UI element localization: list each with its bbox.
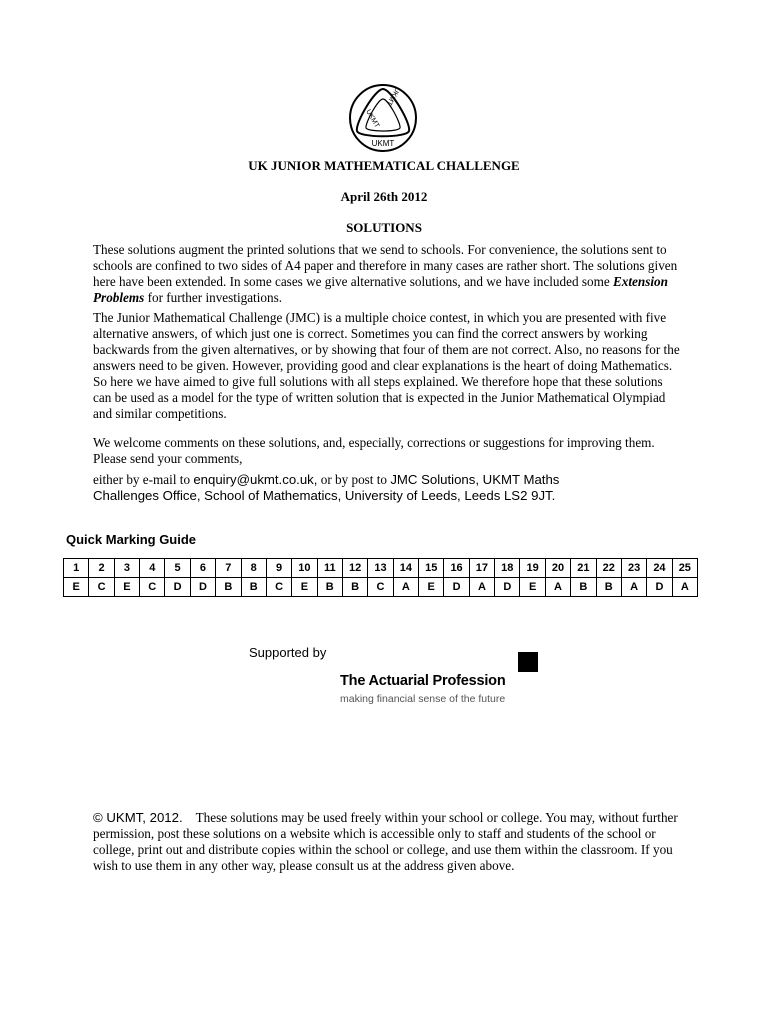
copyright-label: © UKMT, 2012. (93, 810, 183, 825)
answer-cell: E (520, 578, 545, 597)
question-number-cell: 11 (317, 559, 342, 578)
question-number-cell: 7 (216, 559, 241, 578)
question-number-cell: 23 (621, 559, 646, 578)
answer-cell: A (672, 578, 697, 597)
document-date: April 26th 2012 (340, 189, 428, 204)
answer-cell: C (140, 578, 165, 597)
answer-cell: E (64, 578, 89, 597)
answer-row (64, 578, 698, 597)
answer-cell: B (241, 578, 266, 597)
question-number-cell: 13 (368, 559, 393, 578)
question-number-cell: 5 (165, 559, 190, 578)
question-number-cell: 6 (190, 559, 215, 578)
copyright-notice (93, 810, 683, 874)
document-title: UK JUNIOR MATHEMATICAL CHALLENGE (248, 158, 520, 173)
question-number-cell: 19 (520, 559, 545, 578)
question-number-cell: 20 (545, 559, 570, 578)
question-number-cell: 12 (342, 559, 367, 578)
question-number-cell: 16 (444, 559, 469, 578)
answer-cell: E (292, 578, 317, 597)
document-subtitle: SOLUTIONS (346, 220, 422, 235)
email-prefix: either by e-mail to (93, 472, 194, 487)
intro-p1-end: for further investigations. (144, 290, 282, 305)
answer-cell: B (216, 578, 241, 597)
question-number-cell: 15 (419, 559, 444, 578)
question-number-cell: 3 (114, 559, 139, 578)
answer-cell: C (368, 578, 393, 597)
copyright-text: These solutions may be used freely within your school or college. You may, without further permission, post these solutions on a website which is accessible only to staff and students of the school or college, print out and distribute copies within the school or college, and use them within the classroom. If you wish to use them in any other way, please consult us at the address given above. (93, 810, 678, 873)
answer-cell: B (317, 578, 342, 597)
logo-text-bottom: UKMT (371, 139, 395, 148)
contact-block (93, 472, 683, 504)
logo-text-left: UKMT (364, 108, 381, 130)
question-number-cell: 8 (241, 559, 266, 578)
question-number-cell: 21 (571, 559, 596, 578)
post-prefix: or by post to (317, 472, 391, 487)
quick-marking-guide-table (63, 558, 698, 597)
question-number-cell: 25 (672, 559, 697, 578)
answer-cell: D (495, 578, 520, 597)
question-number-row (64, 559, 698, 578)
question-number-cell: 22 (596, 559, 621, 578)
question-number-cell: 1 (64, 559, 89, 578)
question-number-cell: 9 (266, 559, 291, 578)
question-number-cell: 17 (469, 559, 494, 578)
answer-cell: C (89, 578, 114, 597)
answer-cell: D (165, 578, 190, 597)
logo-text-right: UKMT (384, 85, 401, 107)
intro-paragraph-2: The Junior Mathematical Challenge (JMC) is a multiple choice contest, in which you are presented with five alternative answers, of which just one is correct. Sometimes you can find the correct answers by working backwards from the given alternatives, or by showing that four of them are not correct. Also, no reasons for the answers need to be given. However, providing good and clear explanations is the heart of doing Mathematics. So here we have aimed to give full solutions with all steps explained. We therefore hope that these solutions can be used as a model for the type of written solution that is expected in the Junior Mathematical Olympiad and similar competitions. (93, 310, 680, 421)
answer-cell: B (571, 578, 596, 597)
question-number-cell: 10 (292, 559, 317, 578)
answer-cell: B (342, 578, 367, 597)
quick-marking-guide-title: Quick Marking Guide (66, 532, 197, 547)
actuarial-profession-tagline: making financial sense of the future (340, 693, 506, 705)
contact-line-1 (93, 472, 683, 488)
answer-cell: A (545, 578, 570, 597)
address-line-2: Challenges Office, School of Mathematics, University of Leeds, Leeds LS2 9JT. (93, 488, 556, 503)
ukmt-logo (345, 83, 421, 153)
question-number-cell: 18 (495, 559, 520, 578)
email-link[interactable]: enquiry@ukmt.co.uk, (193, 472, 318, 487)
answer-cell: A (621, 578, 646, 597)
answer-cell: D (190, 578, 215, 597)
answer-cell: B (596, 578, 621, 597)
answer-cell: A (469, 578, 494, 597)
extension-problems-emphasis: Extension Problems (93, 274, 668, 305)
intro-p1-text: These solutions augment the printed solutions that we send to schools. For convenience, the solutions sent to schools are confined to two sides of A4 paper and therefore in many cases are rather short. The solutions given here have been extended. In some cases we give alternative solutions, and we have included some (93, 242, 678, 289)
answer-cell: D (444, 578, 469, 597)
intro-paragraph-3: We welcome comments on these solutions, and, especially, corrections or suggestions for improving them. Please send your comments, (93, 435, 655, 466)
answer-cell: E (419, 578, 444, 597)
actuarial-logo-square (518, 652, 538, 672)
answer-cell: E (114, 578, 139, 597)
address-line-1: JMC Solutions, UKMT Maths (390, 472, 560, 487)
supported-by-label: Supported by (249, 645, 327, 660)
actuarial-profession-name: The Actuarial Profession (340, 673, 506, 689)
question-number-cell: 24 (647, 559, 672, 578)
answer-cell: A (393, 578, 418, 597)
question-number-cell: 14 (393, 559, 418, 578)
intro-paragraph-1 (93, 242, 683, 306)
question-number-cell: 4 (140, 559, 165, 578)
question-number-cell: 2 (89, 559, 114, 578)
answer-cell: C (266, 578, 291, 597)
answer-cell: D (647, 578, 672, 597)
